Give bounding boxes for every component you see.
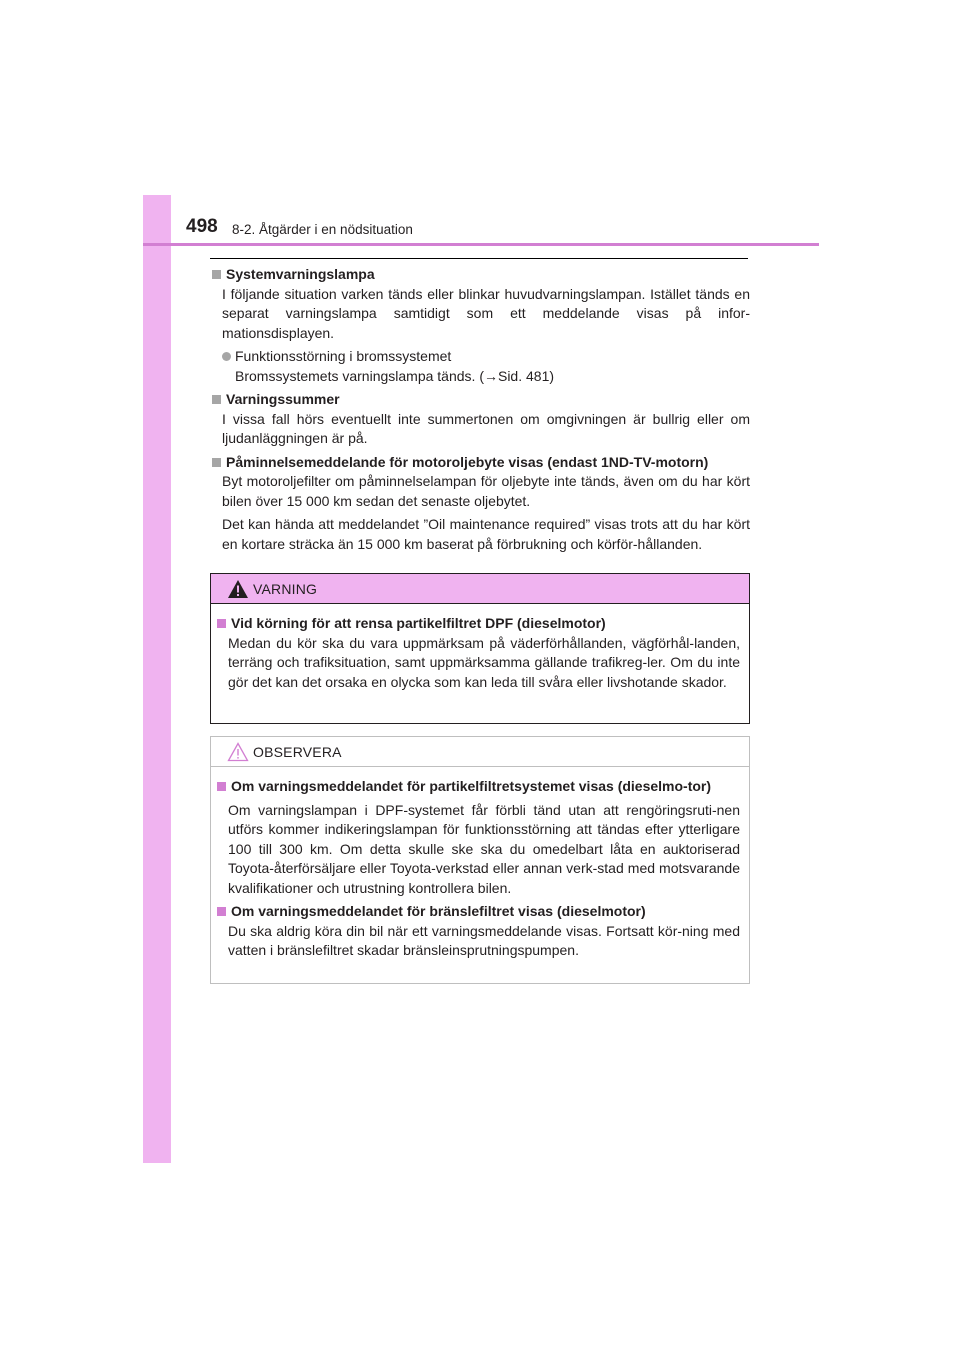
caution-triangle-icon <box>227 742 249 762</box>
page-number: 498 <box>186 216 218 237</box>
section-title: 8-2. Åtgärder i en nödsituation <box>232 222 413 237</box>
warning-header <box>211 574 749 604</box>
bullet-item: Funktionsstörning i bromssystemet <box>222 347 750 367</box>
warning-triangle-icon <box>227 579 249 599</box>
notice-heading-2: Om varningsmeddelandet för bränslefiltret visas (dieselmotor) <box>217 902 740 922</box>
square-bullet-icon <box>217 782 226 791</box>
paminnelse-body-2: Det kan hända att meddelandet ”Oil maintenance required” visas trots att du har kört en kortare sträcka än 15 000 km baserat på förbrukning och körför-hållanden. <box>222 516 750 552</box>
side-tab-strip <box>143 195 171 1163</box>
warning-body <box>211 604 749 692</box>
notice-box <box>210 736 750 984</box>
warning-box <box>210 573 750 724</box>
paminnelse-body-1: Byt motoroljefilter om påminnelselampan för oljebyte inte tänds, även om du har kört bilen över 15 000 km sedan det senaste oljebytet. <box>222 473 750 509</box>
square-bullet-icon <box>212 395 221 404</box>
notice-heading-1: Om varningsmeddelandet för partikelfiltretsystemet visas (dieselmo-tor) <box>217 777 740 797</box>
bullet-detail: Bromssystemets varningslampa tänds. (→Sid. 481) <box>235 367 555 384</box>
notice-text-2: Du ska aldrig köra din bil när ett varningsmeddelande visas. Fortsatt kör-ning med vatten i bränslefiltret skadar bränsleinsprutningspumpen. <box>228 922 740 958</box>
main-content <box>212 265 750 554</box>
summer-heading: Varningssummer <box>212 390 750 410</box>
paminnelse-heading: Påminnelsemeddelande för motoroljebyte visas (endast 1ND-TV-motorn) <box>212 453 750 473</box>
square-bullet-icon <box>212 458 221 467</box>
warning-label: VARNING <box>253 581 318 597</box>
square-bullet-icon <box>217 907 226 916</box>
header-rule <box>143 243 819 246</box>
systemvarning-heading: Systemvarningslampa <box>212 265 750 285</box>
warning-text: Medan du kör ska du vara uppmärksam på väderförhållanden, vägförhål-landen, terräng och trafiksituation, samt uppmärksamma gällande trafikreg-ler. Om du inte gör det kan det orsaka en olycka som kan leda till svåra eller livshotande skador. <box>228 634 740 690</box>
content-divider <box>210 258 748 259</box>
notice-label: OBSERVERA <box>253 744 342 760</box>
square-bullet-icon <box>212 270 221 279</box>
round-bullet-icon <box>222 352 231 361</box>
notice-body <box>211 767 749 961</box>
summer-body: I vissa fall hörs eventuellt inte summertonen om omgivningen är bullrig eller om ljudanläggningen är på. <box>222 410 750 446</box>
notice-text-1: Om varningslampan i DPF-systemet får förbli tänd utan att rengöringsruti-nen utförs kommer indikeringslampan för funktionsstörning att tändas efter ytterligare 100 till 300 km. Om detta skulle ske ska du omedelbart låta en auktoriserad Toyota-återförsäljare eller Toyota-verkstad eller annan verk-stad med motsvarande kvalifikationer och utrustning kontrollera bilen. <box>228 801 740 896</box>
square-bullet-icon <box>217 619 226 628</box>
systemvarning-body: I följande situation varken tänds eller blinkar huvudvarningslampan. Istället tänds en separat varningslampa samtidigt som ett meddelande visas på infor-mationsdisplayen. <box>222 285 750 341</box>
notice-header <box>211 737 749 767</box>
warning-heading: Vid körning för att rensa partikelfiltret DPF (dieselmotor) <box>217 614 740 634</box>
